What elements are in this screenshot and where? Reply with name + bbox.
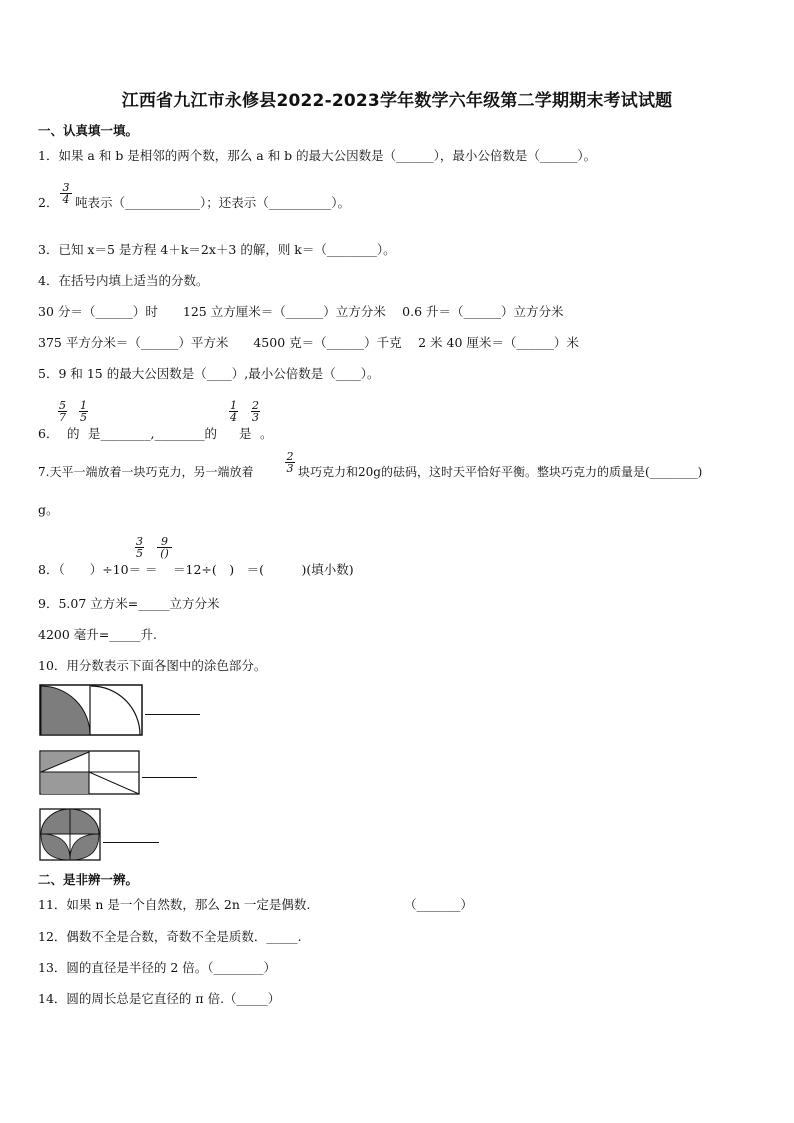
question-9-b: 4200 毫升=_____升. xyxy=(38,627,157,642)
figure-3-answer-line xyxy=(103,842,159,843)
question-1: 1．如果 a 和 b 是相邻的两个数，那么 a 和 b 的最大公因数是（______），最小公倍数是（______）。 xyxy=(38,148,597,163)
question-2-fraction: $\frac{3}{4}$ xyxy=(60,182,72,205)
question-2-text: 吨表示（____________）；还表示（__________）。 xyxy=(75,195,351,210)
question-6-shi: 是 xyxy=(239,426,252,441)
figure-1-quarter-circles xyxy=(39,684,143,736)
figure-2-rectangle xyxy=(39,750,140,795)
question-6-fraction-3: $\frac{1}{4}$ xyxy=(230,399,237,424)
question-6-fraction-2: $\frac{1}{5}$ xyxy=(80,399,87,424)
question-4-row-1: 30 分＝（______）时 125 立方厘米＝（______）立方分米 0.6 升＝（______）立方分米 xyxy=(38,304,564,319)
question-5: 5．9 和 15 的最大公因数是（____）,最小公倍数是（____）。 xyxy=(38,366,380,381)
figure-1-answer-line xyxy=(145,714,200,715)
question-6-text: 是________,________的 xyxy=(88,426,217,441)
question-4-row-2: 375 平方分米＝（______）平方米 4500 克＝（______）千克 2 米 40 厘米＝（______）米 xyxy=(38,335,579,350)
question-10: 10．用分数表示下面各图中的涂色部分。 xyxy=(38,658,267,673)
question-14: 14．圆的周长总是它直径的 π 倍.（_____） xyxy=(38,991,281,1006)
question-8-equals: ＝ xyxy=(145,562,158,577)
question-8-fraction-2: 9 () xyxy=(157,536,172,559)
question-7-text-b: 块巧克力和20g的砝码，这时天平恰好平衡。整块巧克力的质量是(________) xyxy=(298,465,703,479)
question-6-fraction-1: $\frac{5}{7}$ xyxy=(59,399,66,424)
question-13: 13．圆的直径是半径的 2 倍。（________） xyxy=(38,960,277,975)
question-4: 4．在括号内填上适当的分数。 xyxy=(38,273,209,288)
question-7-text-a: 7.天平一端放着一块巧克力，另一端放着 xyxy=(38,465,254,479)
question-12: 12．偶数不全是合数，奇数不全是质数．_____. xyxy=(38,929,302,944)
question-2-number: 2． xyxy=(38,195,59,210)
question-6-end: 。 xyxy=(260,426,273,441)
question-7-line-2: g。 xyxy=(38,502,59,517)
section-heading-1: 一、认真填一填。 xyxy=(38,123,139,138)
question-6-number: 6． xyxy=(38,426,59,441)
question-8-text-b: ＝12÷( ) ＝( )(填小数) xyxy=(173,562,354,577)
question-8-fraction-1: $\frac{3}{5}$ xyxy=(136,535,143,560)
question-6-de: 的 xyxy=(67,426,80,441)
question-11: 11．如果 n 是一个自然数，那么 2n 一定是偶数. （_______） xyxy=(38,897,473,912)
page-title: 江西省九江市永修县2022-2023学年数学六年级第二学期期末考试试题 xyxy=(121,91,673,111)
question-3: 3．已知 x＝5 是方程 4＋k＝2x＋3 的解，则 k＝（________）。 xyxy=(38,242,396,257)
question-9-a: 9．5.07 立方米=_____立方分米 xyxy=(38,596,220,611)
section-heading-2: 二、是非辨一辨。 xyxy=(38,872,139,887)
question-7-fraction: $\frac{2}{3}$ xyxy=(286,450,294,475)
figure-2-answer-line xyxy=(142,777,197,778)
question-6-fraction-4: $\frac{2}{3}$ xyxy=(252,399,259,424)
question-8-text-a: 8．（ ）÷10＝ xyxy=(38,562,142,577)
figure-3-semicircle xyxy=(39,808,101,861)
